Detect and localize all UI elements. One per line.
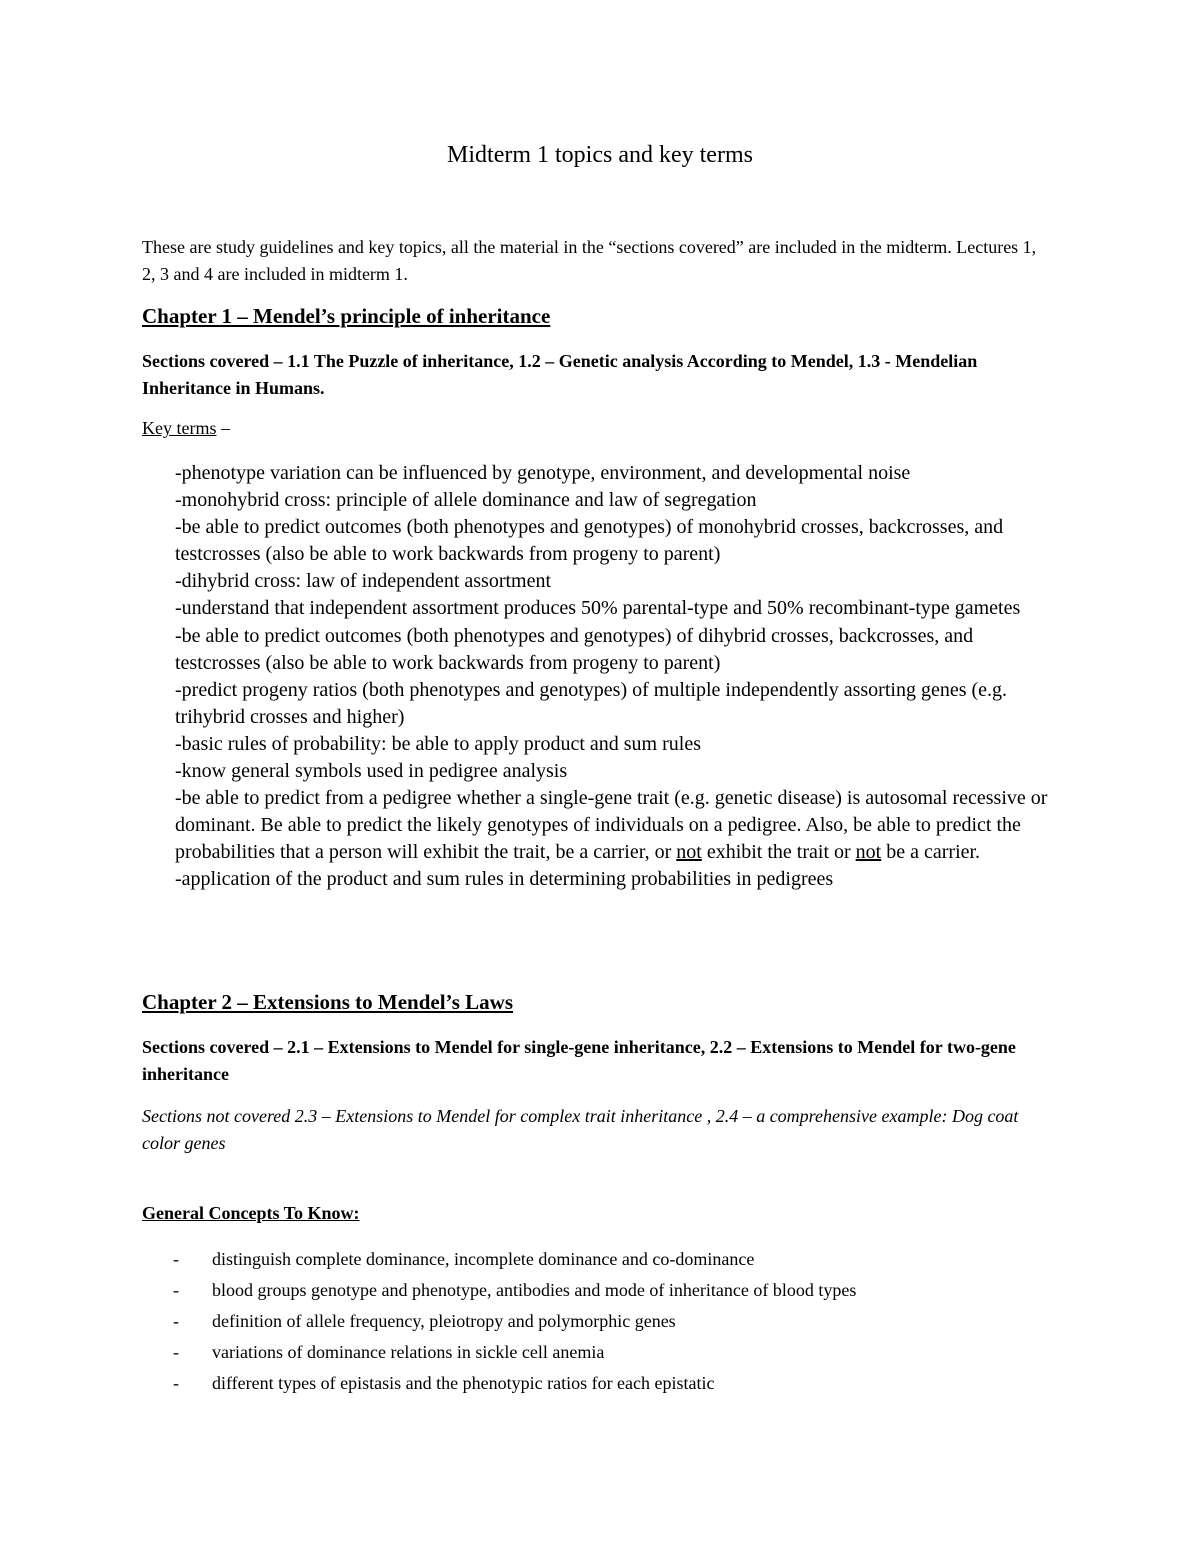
chapter2-heading: Chapter 2 – Extensions to Mendel’s Laws xyxy=(142,990,514,1014)
bullet-dash: - xyxy=(173,1342,179,1362)
concept-item xyxy=(173,1246,1053,1277)
pedigree-text-3: be a carrier. xyxy=(881,841,981,864)
key-term-item: -dihybrid cross: law of independent assortment xyxy=(175,570,552,593)
concept-item xyxy=(173,1277,1053,1308)
key-term-item-pedigree xyxy=(175,785,1055,866)
not-underlined-2: not xyxy=(855,841,882,864)
general-concepts-list xyxy=(173,1246,1053,1401)
chapter1-heading: Chapter 1 – Mendel’s principle of inheritance xyxy=(142,304,551,328)
chapter1-sections-covered: Sections covered – 1.1 The Puzzle of inheritance, 1.2 – Genetic analysis According to Mendel, 1.3 - Mendelian Inheritance in Humans. xyxy=(142,351,978,398)
bullet-dash: - xyxy=(173,1373,179,1393)
key-term-item: -basic rules of probability: be able to apply product and sum rules xyxy=(175,732,701,755)
key-term-item: -know general symbols used in pedigree analysis xyxy=(175,760,568,783)
key-terms-heading xyxy=(142,418,230,439)
concept-text: different types of epistasis and the phenotypic ratios for each epistatic xyxy=(212,1373,715,1393)
key-term-item: -predict progeny ratios (both phenotypes and genotypes) of multiple independently assorting genes (e.g. trihybrid crosses and higher) xyxy=(175,678,1008,728)
key-term-item: -monohybrid cross: principle of allele dominance and law of segregation xyxy=(175,489,757,512)
concept-text: distinguish complete dominance, incomplete dominance and co-dominance xyxy=(212,1249,755,1269)
bullet-dash: - xyxy=(173,1311,179,1331)
general-concepts-heading: General Concepts To Know: xyxy=(142,1203,360,1223)
chapter2-sections-covered: Sections covered – 2.1 – Extensions to Mendel for single-gene inheritance, 2.2 – Extensions to Mendel for two-gene inheritance xyxy=(142,1037,1016,1084)
intro-paragraph: These are study guidelines and key topics, all the material in the “sections covered” are included in the midterm. Lectures 1, 2, 3 and 4 are included in midterm 1. xyxy=(142,237,1037,284)
pedigree-text-2: exhibit the trait or xyxy=(701,841,856,864)
concept-item xyxy=(173,1370,1053,1401)
key-terms-list xyxy=(175,460,1055,894)
key-term-item: -be able to predict outcomes (both phenotypes and genotypes) of dihybrid crosses, backcrosses, and testcrosses (also be able to work backwards from progeny to parent) xyxy=(175,624,974,674)
key-term-item: -phenotype variation can be influenced by genotype, environment, and developmental noise xyxy=(175,462,911,484)
concept-text: blood groups genotype and phenotype, antibodies and mode of inheritance of blood types xyxy=(212,1280,857,1300)
key-term-item: -understand that independent assortment produces 50% parental-type and 50% recombinant-type gametes xyxy=(175,597,1021,620)
bullet-dash: - xyxy=(173,1280,179,1300)
concept-item xyxy=(173,1308,1053,1339)
key-term-item: -application of the product and sum rules in determining probabilities in pedigrees xyxy=(175,868,834,891)
key-terms-dash: – xyxy=(216,418,230,438)
key-term-item: -be able to predict outcomes (both phenotypes and genotypes) of monohybrid crosses, backcrosses, and testcrosses (also be able to work backwards from progeny to parent) xyxy=(175,516,1004,566)
chapter2-sections-not-covered: Sections not covered 2.3 – Extensions to Mendel for complex trait inheritance , 2.4 – a comprehensive example: Dog coat color genes xyxy=(142,1106,1019,1153)
key-terms-label: Key terms xyxy=(142,418,217,438)
not-underlined-1: not xyxy=(676,841,702,864)
concept-text: definition of allele frequency, pleiotropy and polymorphic genes xyxy=(212,1311,676,1331)
concept-item xyxy=(173,1339,1053,1370)
concept-text: variations of dominance relations in sickle cell anemia xyxy=(212,1342,605,1362)
page-title: Midterm 1 topics and key terms xyxy=(447,142,753,168)
pedigree-text-1: -be able to predict from a pedigree whether a single-gene trait (e.g. genetic disease) is autosomal recessive or dominant. Be able to predict the likely genotypes of individuals on a pedigree. Also, be able to predict the probabilities that a person will exhibit the trait, be a carrier, or xyxy=(175,787,1048,864)
bullet-dash: - xyxy=(173,1249,179,1269)
